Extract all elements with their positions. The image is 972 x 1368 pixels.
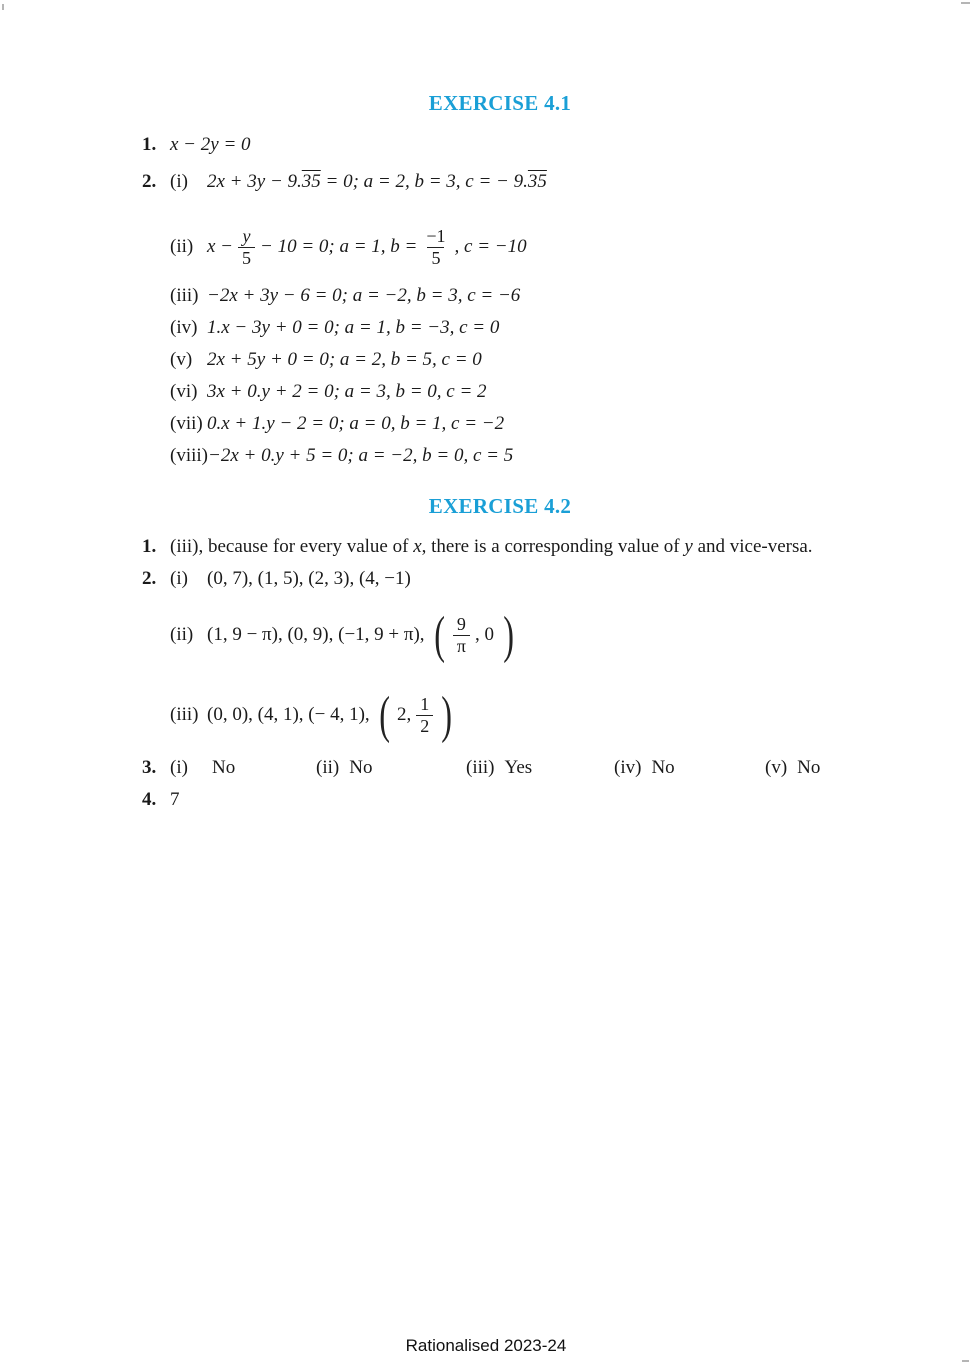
roman-label: (v) [765,757,788,778]
ex42-answer-4 [142,789,180,811]
ex42-answer-2ii [142,604,517,666]
ex41-answer-2ii [142,220,527,274]
ex41-answer-2iii [142,285,520,307]
ex41-answer-2viii [142,445,513,467]
ex41-answer-2vii [142,413,504,435]
footer-rationalised-note: Rationalised 2023-24 [405,1336,567,1355]
ex42-answer-2iii [142,686,456,744]
coordinate-list: (0, 0), (4, 1), (− 4, 1), ( 2, $\frac{1}{2}$ ) [207,687,453,744]
roman-label: (i) [170,171,188,192]
answer-column [316,757,466,779]
roman-label: (viii) [170,445,208,466]
equation: 0.x + 1.y − 2 = 0; a = 0, b = 1, c = −2 [207,413,505,434]
ex41-answer-2i [142,171,547,193]
repeating-decimal: 35 [301,171,321,192]
equation: 2x + 5y + 0 = 0; a = 2, b = 5, c = 0 [207,349,482,370]
ex42-answer-2i [142,568,411,590]
item-number: 1. [142,536,157,557]
equation: −2x + 3y − 6 = 0; a = −2, b = 3, c = −6 [207,285,521,306]
answer-value: Yes [504,757,533,778]
roman-label: (iii) [170,285,199,306]
roman-label: (iv) [614,757,642,778]
fraction: $\frac{y}{5}$ [238,226,255,268]
answer-value: No [797,757,821,778]
item-number: 1. [142,134,157,155]
equation: 2x + 3y − 9.35 = 0; a = 2, b = 3, c = − 9.35 [207,171,547,192]
exercise-4-2-title: EXERCISE 4.2 [428,494,572,518]
scan-artifact-top-right [961,2,970,4]
roman-label: (vii) [170,413,203,434]
answer-value: 7 [170,789,180,810]
answer-value: No [212,757,236,778]
ex41-answer-1 [142,134,251,156]
ex42-answer-1 [142,536,813,558]
roman-label: (i) [170,568,188,589]
fraction: $\frac{9}{\pi}$ [453,614,470,656]
answer-column [614,757,765,779]
item-number: 2. [142,568,157,589]
answer-text: (iii), because for every value of x, there is a corresponding value of y and vice-versa. [170,536,813,557]
roman-label: (v) [170,349,193,370]
coordinate-list: (0, 7), (1, 5), (2, 3), (4, −1) [207,568,411,589]
equation: 1.x − 3y + 0 = 0; a = 1, b = −3, c = 0 [207,317,500,338]
answer-value: No [651,757,675,778]
roman-label: (i) [170,757,188,778]
roman-label: (vi) [170,381,198,402]
answer-column [466,757,614,779]
ex41-answer-2v [142,349,482,371]
roman-label: (ii) [170,624,194,645]
item-number: 4. [142,789,157,810]
fraction: $\frac{1}{2}$ [416,694,433,736]
ex41-answer-2iv [142,317,499,339]
ex42-answer-3 [142,757,820,779]
item-number: 3. [142,757,157,778]
item-number: 2. [142,171,157,192]
equation: 3x + 0.y + 2 = 0; a = 3, b = 0, c = 2 [207,381,487,402]
exercise-4-1-title: EXERCISE 4.1 [428,91,572,115]
equation: x − $\frac{y}{5}$ − 10 = 0; a = 1, b = $\frac{-1}{5}$ , c = −10 [207,225,527,268]
answer-value: No [349,757,373,778]
variable-x: x [413,536,422,557]
roman-label: (iii) [170,704,199,725]
equation: −2x + 0.y + 5 = 0; a = −2, b = 0, c = 5 [208,445,514,466]
fraction: $\frac{-1}{5}$ [426,225,446,268]
roman-label: (iv) [170,317,198,338]
ex41-answer-2vi [142,381,487,403]
coordinate-list: (1, 9 − π), (0, 9), (−1, 9 + π), ( $\frac{9}{\pi}$ , 0 ) [207,607,515,664]
roman-label: (iii) [466,757,495,778]
answer-column [170,757,316,779]
variable-y: y [684,536,693,557]
repeating-decimal: 35 [527,171,547,192]
scan-artifact-bottom-right [962,1360,969,1362]
answer-column [765,757,820,779]
roman-label: (ii) [170,236,194,257]
scan-artifact-top-left [2,4,4,10]
equation: x − 2y = 0 [170,134,251,155]
roman-label: (ii) [316,757,340,778]
